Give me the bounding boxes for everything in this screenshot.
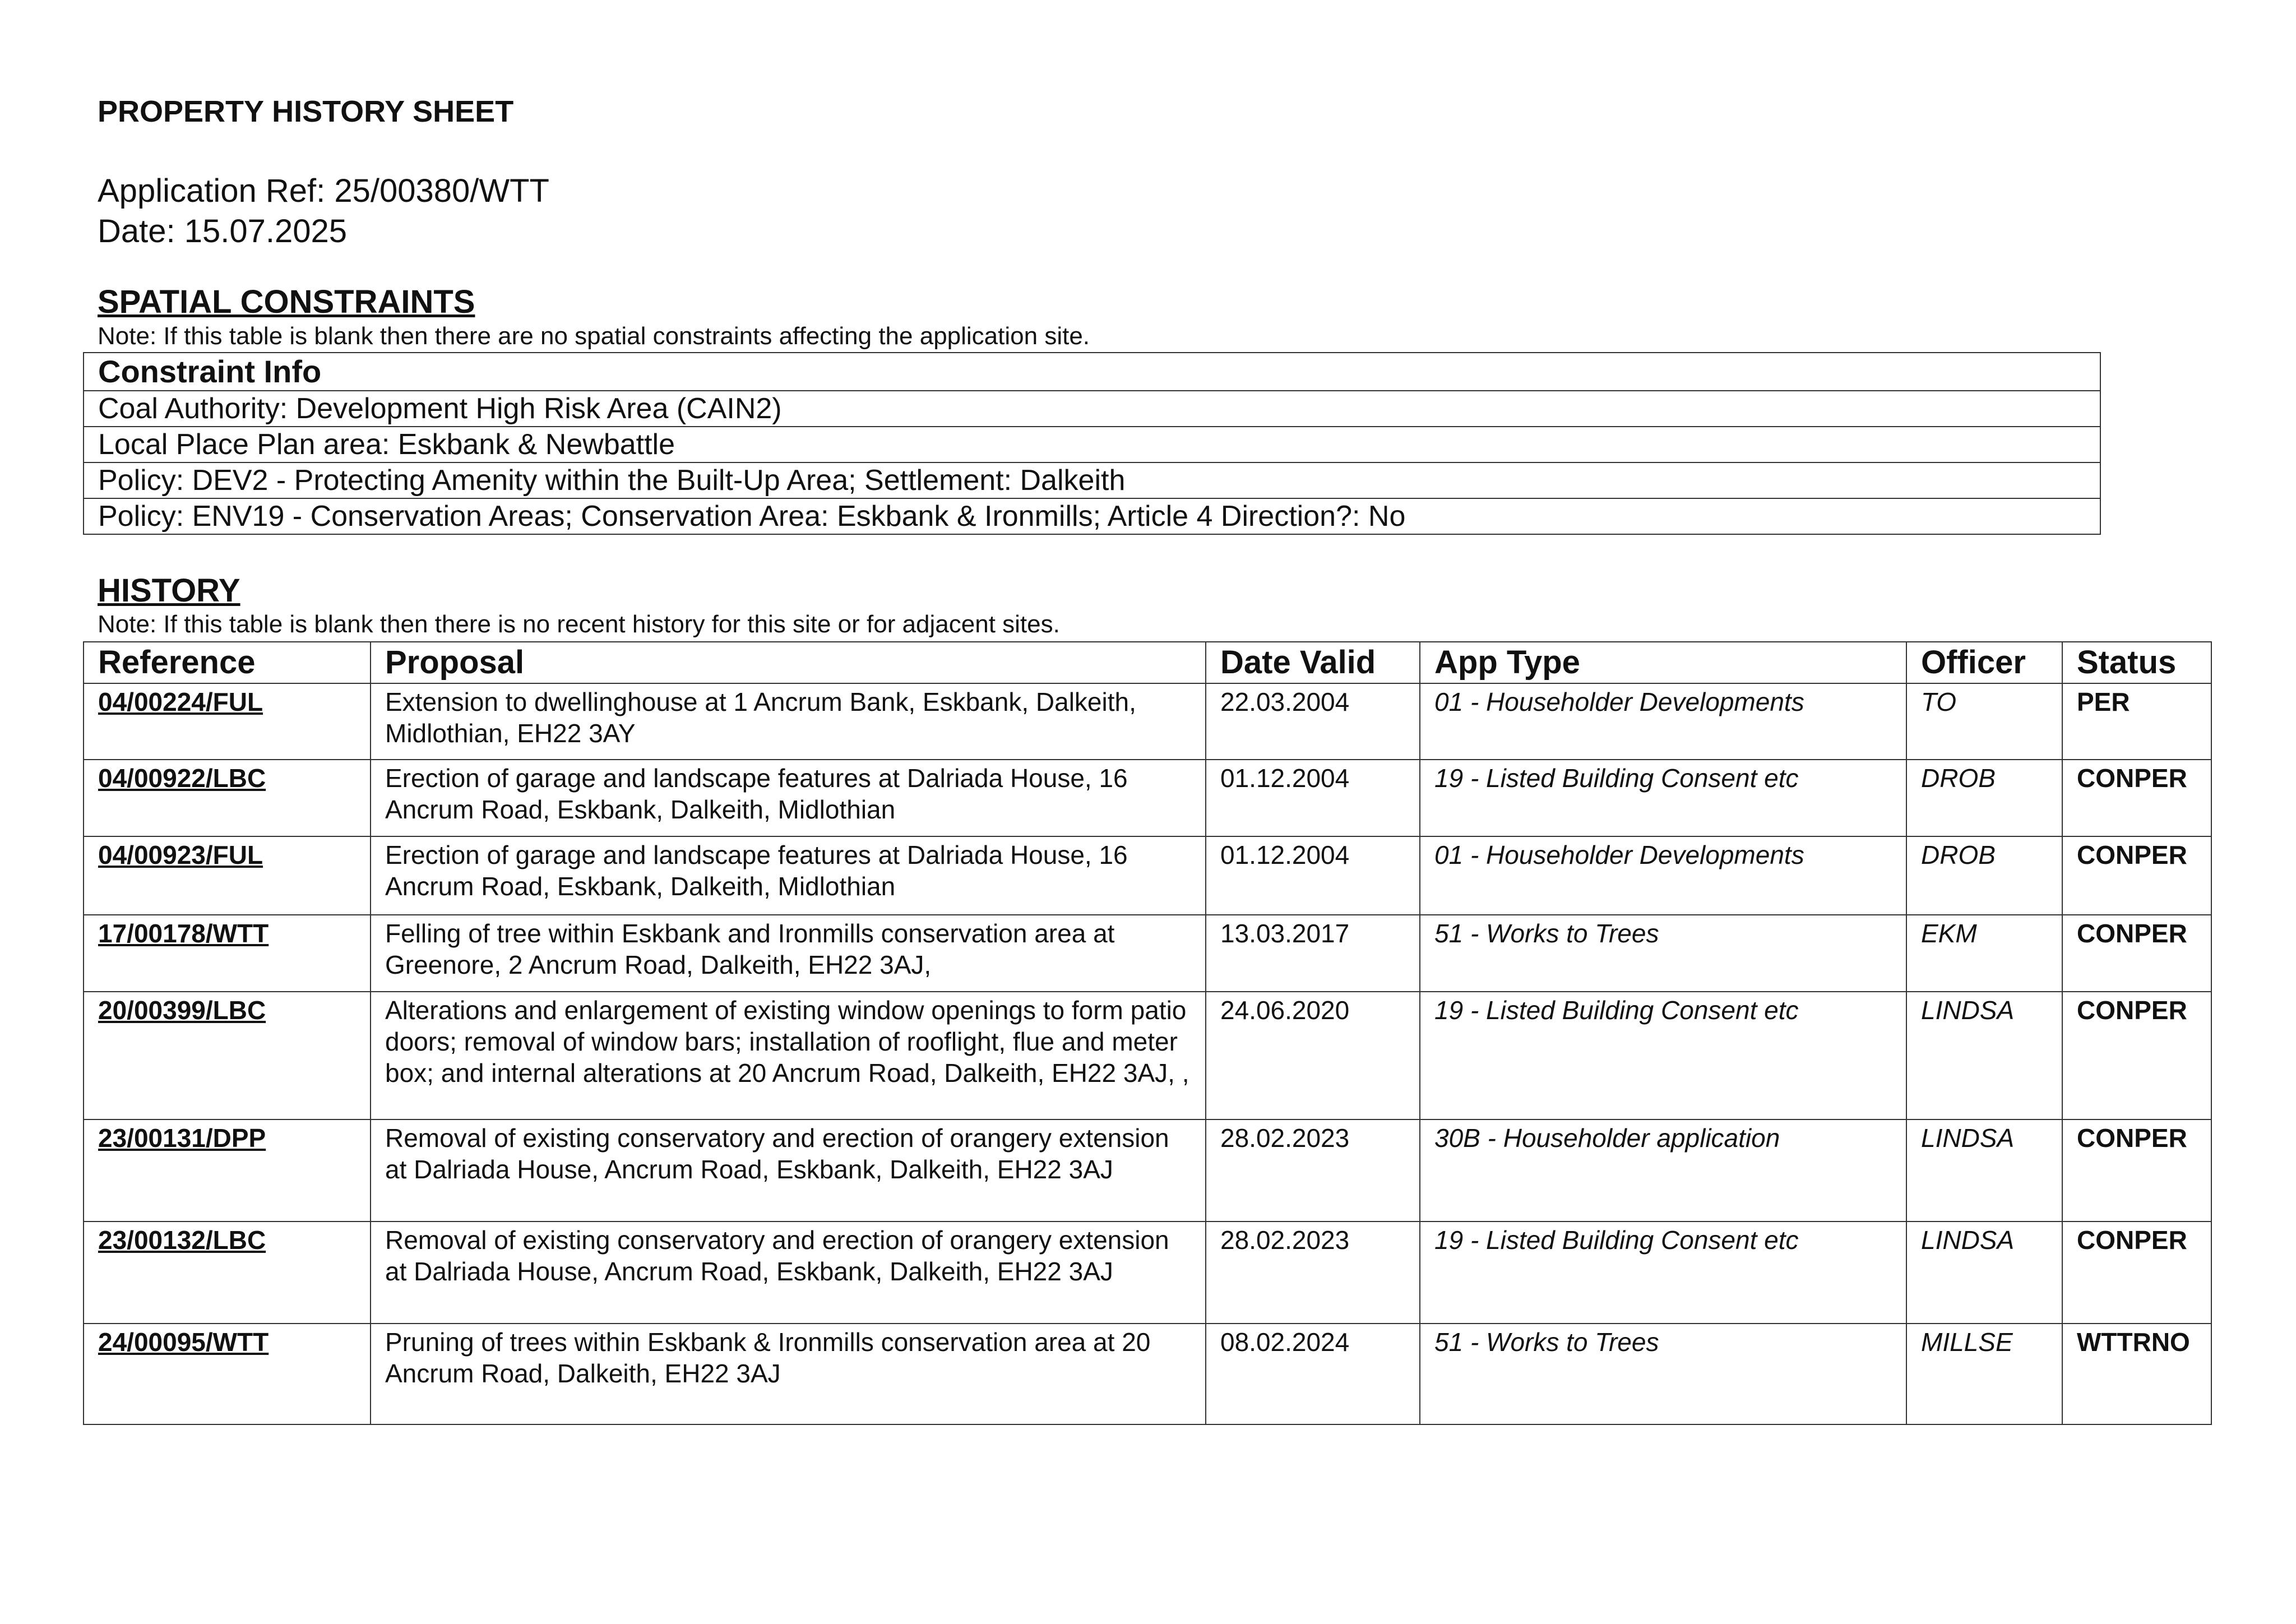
history-row [84, 683, 2211, 760]
officer-cell: LINDSA [1906, 1222, 2062, 1324]
constraint-row [84, 427, 2100, 462]
reference-link[interactable]: 23/00132/LBC [98, 1225, 266, 1255]
proposal-cell: Alterations and enlargement of existing window openings to form patio doors; removal of window bars; installation of rooflight, flue and meter box; and internal alterations at 20 Ancrum Road, Dalkeith, EH22 3AJ, , [371, 992, 1206, 1119]
date-valid-cell: 28.02.2023 [1206, 1119, 1420, 1222]
status-cell: CONPER [2062, 760, 2211, 836]
reference-link[interactable]: 23/00131/DPP [98, 1123, 266, 1153]
application-meta [98, 171, 549, 252]
history-row [84, 1324, 2211, 1424]
history-row [84, 915, 2211, 992]
constraint-row [84, 391, 2100, 427]
date-valid-cell: 08.02.2024 [1206, 1324, 1420, 1424]
application-date: Date: 15.07.2025 [98, 213, 348, 249]
reference-link[interactable]: 04/00922/LBC [98, 764, 266, 793]
history-row [84, 836, 2211, 915]
proposal-cell: Pruning of trees within Eskbank & Ironmills conservation area at 20 Ancrum Road, Dalkeith, EH22 3AJ [371, 1324, 1206, 1424]
reference-link[interactable]: 20/00399/LBC [98, 996, 266, 1025]
date-valid-cell: 22.03.2004 [1206, 683, 1420, 760]
proposal-cell: Extension to dwellinghouse at 1 Ancrum Bank, Eskbank, Dalkeith, Midlothian, EH22 3AY [371, 683, 1206, 760]
officer-cell: DROB [1906, 760, 2062, 836]
page-title: PROPERTY HISTORY SHEET [98, 95, 514, 128]
app-type-cell: 51 - Works to Trees [1420, 915, 1906, 992]
constraint-info-header: Constraint Info [84, 353, 2100, 391]
proposal-cell: Felling of tree within Eskbank and Ironmills conservation area at Greenore, 2 Ancrum Road, Dalkeith, EH22 3AJ, [371, 915, 1206, 992]
officer-cell: EKM [1906, 915, 2062, 992]
application-ref: Application Ref: 25/00380/WTT [98, 173, 549, 209]
status-cell: WTTRNO [2062, 1324, 2211, 1424]
app-type-cell: 19 - Listed Building Consent etc [1420, 760, 1906, 836]
date-valid-cell: 01.12.2004 [1206, 836, 1420, 915]
date-valid-cell: 13.03.2017 [1206, 915, 1420, 992]
constraint-row [84, 462, 2100, 498]
reference-link[interactable]: 04/00923/FUL [98, 840, 263, 869]
date-valid-cell: 28.02.2023 [1206, 1222, 1420, 1324]
app-type-cell: 30B - Householder application [1420, 1119, 1906, 1222]
history-header-row [84, 642, 2211, 683]
column-header-officer: Officer [1906, 642, 2062, 683]
history-row [84, 760, 2211, 836]
proposal-cell: Erection of garage and landscape features at Dalriada House, 16 Ancrum Road, Eskbank, Dalkeith, Midlothian [371, 836, 1206, 915]
app-type-cell: 01 - Householder Developments [1420, 836, 1906, 915]
history-note: Note: If this table is blank then there is no recent history for this site or for adjacent sites. [98, 610, 1060, 638]
reference-link[interactable]: 04/00224/FUL [98, 687, 263, 716]
column-header-proposal: Proposal [371, 642, 1206, 683]
column-header-status: Status [2062, 642, 2211, 683]
status-cell: CONPER [2062, 1119, 2211, 1222]
history-row [84, 992, 2211, 1119]
app-type-cell: 19 - Listed Building Consent etc [1420, 1222, 1906, 1324]
spatial-constraints-heading: SPATIAL CONSTRAINTS [98, 284, 475, 320]
spatial-constraints-note: Note: If this table is blank then there are no spatial constraints affecting the application site. [98, 322, 1090, 350]
proposal-cell: Erection of garage and landscape features at Dalriada House, 16 Ancrum Road, Eskbank, Dalkeith, Midlothian [371, 760, 1206, 836]
constraint-cell: Policy: ENV19 - Conservation Areas; Conservation Area: Eskbank & Ironmills; Article 4 Direction?: No [84, 498, 2100, 534]
constraint-cell: Coal Authority: Development High Risk Area (CAIN2) [84, 391, 2100, 427]
status-cell: CONPER [2062, 915, 2211, 992]
history-row [84, 1119, 2211, 1222]
history-table [83, 641, 2212, 1425]
officer-cell: LINDSA [1906, 992, 2062, 1119]
column-header-date-valid: Date Valid [1206, 642, 1420, 683]
reference-link[interactable]: 17/00178/WTT [98, 919, 269, 948]
proposal-cell: Removal of existing conservatory and erection of orangery extension at Dalriada House, Ancrum Road, Eskbank, Dalkeith, EH22 3AJ [371, 1222, 1206, 1324]
app-type-cell: 01 - Householder Developments [1420, 683, 1906, 760]
officer-cell: LINDSA [1906, 1119, 2062, 1222]
reference-link[interactable]: 24/00095/WTT [98, 1327, 269, 1357]
constraints-header-row [84, 353, 2100, 391]
app-type-cell: 19 - Listed Building Consent etc [1420, 992, 1906, 1119]
status-cell: CONPER [2062, 836, 2211, 915]
constraint-cell: Policy: DEV2 - Protecting Amenity within the Built-Up Area; Settlement: Dalkeith [84, 462, 2100, 498]
history-row [84, 1222, 2211, 1324]
constraints-table [83, 352, 2101, 535]
column-header-reference: Reference [84, 642, 371, 683]
constraint-row [84, 498, 2100, 534]
constraint-cell: Local Place Plan area: Eskbank & Newbattle [84, 427, 2100, 462]
history-heading: HISTORY [98, 572, 240, 609]
status-cell: PER [2062, 683, 2211, 760]
proposal-cell: Removal of existing conservatory and erection of orangery extension at Dalriada House, Ancrum Road, Eskbank, Dalkeith, EH22 3AJ [371, 1119, 1206, 1222]
status-cell: CONPER [2062, 1222, 2211, 1324]
officer-cell: DROB [1906, 836, 2062, 915]
date-valid-cell: 24.06.2020 [1206, 992, 1420, 1119]
app-type-cell: 51 - Works to Trees [1420, 1324, 1906, 1424]
column-header-app-type: App Type [1420, 642, 1906, 683]
officer-cell: TO [1906, 683, 2062, 760]
date-valid-cell: 01.12.2004 [1206, 760, 1420, 836]
status-cell: CONPER [2062, 992, 2211, 1119]
officer-cell: MILLSE [1906, 1324, 2062, 1424]
